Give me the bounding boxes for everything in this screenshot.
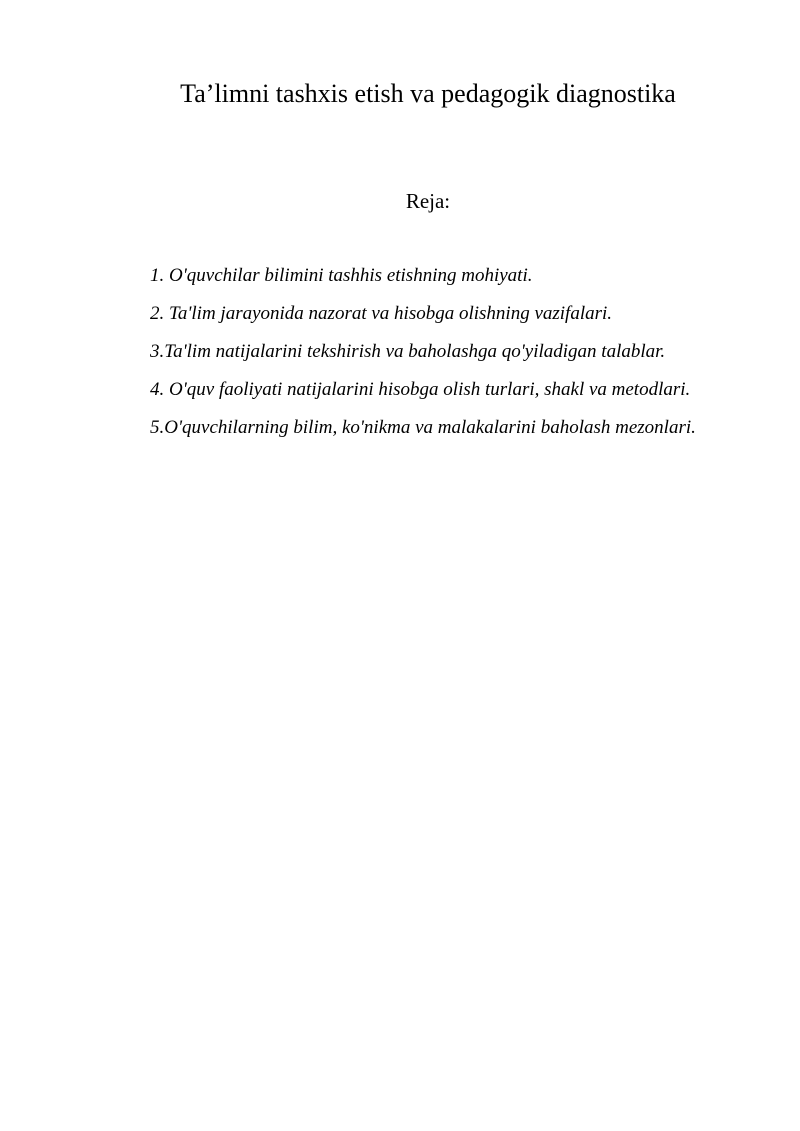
plan-item-2: 2. Ta'lim jarayonida nazorat va hisobga olishning vazifalari. <box>150 303 613 324</box>
plan-heading: Reja: <box>405 189 451 213</box>
plan-item-5: 5.O'quvchilarning bilim, ko'nikma va malakalarini baholash mezonlari. <box>150 417 696 438</box>
plan-item-3: 3.Ta'lim natijalarini tekshirish va baholashga qo'yiladigan talablar. <box>150 341 666 362</box>
document-title: Ta’limni tashxis etish va pedagogik diagnostika <box>180 79 676 108</box>
plan-item-4: 4. O'quv faoliyati natijalarini hisobga olish turlari, shakl va metodlari. <box>150 379 691 400</box>
plan-item-1: 1. O'quvchilar bilimini tashhis etishning mohiyati. <box>150 265 533 286</box>
plan-list <box>150 257 770 447</box>
